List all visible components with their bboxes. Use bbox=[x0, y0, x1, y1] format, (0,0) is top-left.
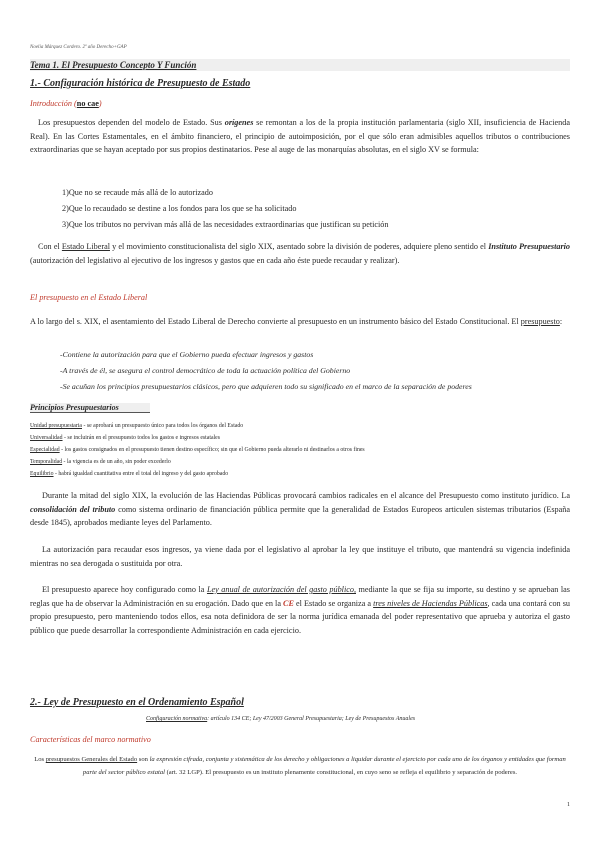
intro-note: no cae bbox=[76, 99, 99, 108]
paragraph-origins: Los presupuestos dependen del modelo de Estado. Sus orígenes se remontan a los de la propia institución parlamentaria (siglo XII, insuficiencia de Hacienda Real). En las Cortes Estamentales, en el ámbito financiero, el principio de autoimposición, por el que sólo eran admisibles aquellos tributos o contribuciones extraordinarias que se hayan aceptado por sus propios destinatarios. Pese al auge de las monarquías absolutas, en el siglo XV se formula: bbox=[30, 118, 570, 155]
section2-heading: 2.- Ley de Presupuesto en el Ordenamiento Español bbox=[30, 697, 244, 708]
principle-universalidad: Universalidad - se incluirán en el presupuesto todos los gastos e ingresos estatales bbox=[30, 435, 220, 441]
section1-heading: 1.- Configuración histórica de Presupuesto de Estado bbox=[30, 78, 251, 89]
principles-heading: Principios Presupuestarios bbox=[30, 403, 150, 413]
paragraph-authorization: La autorización para recaudar esos ingresos, ya viene dada por el legislativo al aprobar la ley que instituye el tributo, que mantendrá su vigencia indefinida mientras no sea derogada o sustituida por otra. bbox=[30, 545, 570, 568]
page-number: 1 bbox=[567, 802, 570, 808]
principle-especialidad: Especialidad - los gastos consignados en el presupuesto tienen destino específico; sin que el Gobierno pueda alterarlo ni destinarlos a otros fines bbox=[30, 447, 365, 453]
list-item-2: 2)Que lo recaudado se destine a los fondos para los que se ha solicitado bbox=[62, 204, 297, 213]
italic-line-2: -A través de él, se asegura el control democrático de toda la actuación política del Gobierno bbox=[60, 366, 351, 375]
list-item-1: 1)Que no se recaude más allá de lo autorizado bbox=[62, 188, 213, 197]
principle-temporalidad: Temporalidad - la vigencia es de un año, sin poder excederlo bbox=[30, 459, 171, 465]
liberal-heading: El presupuesto en el Estado Liberal bbox=[30, 293, 148, 302]
intro-label: Introducción bbox=[30, 99, 72, 108]
characteristics-heading: Características del marco normativo bbox=[30, 735, 151, 744]
paragraph-xix: A lo largo del s. XIX, el asentamiento del Estado Liberal de Derecho convierte al presupuesto en un instrumento básico del Estado Constitucional. El presupuesto: bbox=[30, 317, 563, 326]
header-note: Noelia Márquez Cordero. 2º año Derecho+GAP bbox=[30, 45, 127, 50]
italic-line-1: -Contiene la autorización para que el Gobierno pueda efectuar ingresos y gastos bbox=[60, 350, 314, 359]
italic-line-3: -Se acuñan los principios presupuestarios clásicos, pero que adquieren todo su significado en el marco de la separación de poderes bbox=[60, 382, 472, 391]
paragraph-annual-law: El presupuesto aparece hoy configurado como la Ley anual de autorización del gasto público, mediante la que se fija su importe, su destino y se aprueban las reglas que ha de observar la Administración en su erogación. Dado que en la CE el Estado se organiza a tres niveles de Haciendas Públicas, cada una contará con su propio presupuesto, pero manteniendo todos ellos, esa nota definidora de ser la norma jurídica emanada del poder representativo que aprueba y autoriza el gasto público que puede desarrollar la correspondiente Administración en cada ejercicio. bbox=[30, 585, 570, 635]
paragraph-liberal-state: Con el Estado Liberal y el movimiento constitucionalista del siglo XIX, asentado sobre la división de poderes, adquiere pleno sentido el Instituto Presupuestario (autorización del legislativo al ejecutivo de los ingresos y gastos que en cada año éste puede recaudar y realizar). bbox=[30, 242, 570, 265]
normative-source: Configuración normativa: artículo 134 CE; Ley 47/2003 General Presupuestaria; Ley de Presupuestos Anuales bbox=[146, 716, 416, 722]
principle-equilibrio: Equilibrio - habrá igualdad cuantitativa entre el total del ingreso y del gasto aprobado bbox=[30, 471, 229, 477]
paragraph-consolidation: Durante la mitad del siglo XIX, la evolución de las Haciendas Públicas provocará cambios radicales en el alcance del Presupuesto como instituto jurídico. La consolidación del tributo como sistema ordinario de financiación pública permite que la generalidad de Estados Europeos articulen sistemas tributarios (España desde 1845), aprobados mediante leyes del Parlamento. bbox=[30, 491, 570, 528]
principle-unidad: Unidad presupuestaria - se aprobará un presupuesto único para todos los órganos del Estado bbox=[30, 423, 244, 429]
intro-heading: Introducción (no cae) bbox=[30, 99, 102, 108]
list-item-3: 3)Que los tributos no pervivan más allá de las necesidades extraordinarias que justifican su petición bbox=[62, 220, 389, 229]
paragraph-pge: Los presupuestos Generales del Estado son la expresión cifrada, conjunta y sistemática de los derecho y obligaciones a liquidar durante el ejercicio por cada uno de los órganos y entidades que forman parte del sector público estatal (art. 32 LGP). El presupuesto es un instituto plenamente constitucional, en cuyo seno se refleja el equilibrio y separación de poderes. bbox=[34, 756, 566, 776]
main-title: Tema 1. El Presupuesto Concepto Y Función bbox=[30, 59, 570, 71]
